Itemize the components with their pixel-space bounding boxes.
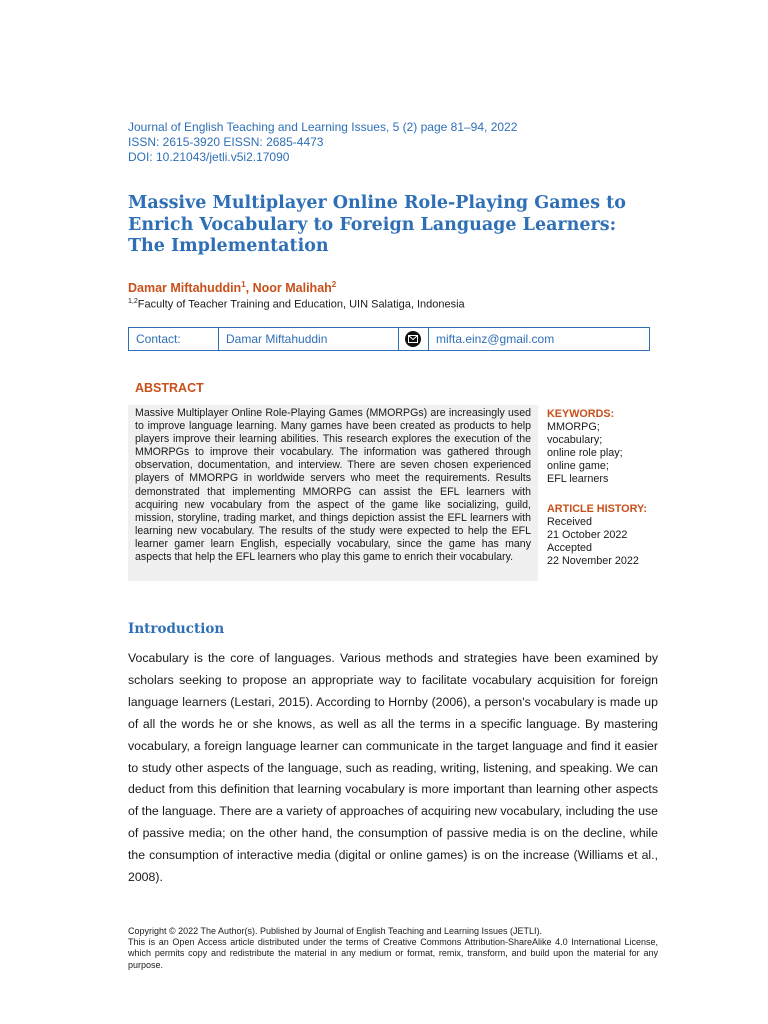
author-1-affil-mark: 1 [241,280,246,289]
affiliation [128,298,465,311]
journal-citation: Journal of English Teaching and Learning Issues, 5 (2) page 81–94, 2022 [128,120,518,134]
history-item: Received [547,516,593,528]
contact-box [128,327,650,351]
author-separator: , [245,281,253,296]
copyright-line: Copyright © 2022 The Author(s). Published by Journal of English Teaching and Learning Issues (JETLI). [128,926,543,936]
copyright-footer [128,926,658,971]
abstract-text: Massive Multiplayer Online Role-Playing Games (MMORPGs) are increasingly used to improve language learning. Many games have been created as products to help players improve their learning abilities. This research explores the execution of the MMORPGs to improve their vocabulary. The information was gathered through observation, documentation, and interview. There are seven chosen experienced players of MMORPG in worldwide servers who meet the requirements. Results demonstrated that implementing MMORPG can assist the EFL learners with acquiring new vocabulary from the aspect of the game like socializing, guild, mission, storyline, trading market, and things depiction assist the EFL learners with learning new vocabulary. The results of the study were expected to help the EFL learner gamer learn English, especially vocabulary, since the game has many aspects that help the EFL learners who play this game to enrich their vocabulary. [128,405,538,581]
contact-icon-cell [399,328,429,350]
affiliation-text: Faculty of Teacher Training and Education, UIN Salatiga, Indonesia [137,298,465,311]
journal-doi: DOI: 10.21043/jetli.v5i2.17090 [128,150,290,164]
author-list [128,280,336,295]
contact-name: Damar Miftahuddin [219,328,399,350]
abstract-heading: ABSTRACT [135,381,204,395]
keyword-item: EFL learners [547,473,609,485]
history-item: Accepted [547,542,593,554]
history-item: 21 October 2022 [547,529,628,541]
contact-label: Contact: [129,328,219,350]
article-title: Massive Multiplayer Online Role-Playing Games to Enrich Vocabulary to Foreign Language Learners: The Implementation [128,193,626,256]
journal-info [128,120,517,165]
license-text: This is an Open Access article distributed under the terms of Creative Commons Attribution-ShareAlike 4.0 International License, which permits copy and redistribute the material in any medium or format, remix, transform, and build upon the material for any purpose. [128,937,658,970]
keywords-heading: KEYWORDS: [547,408,615,420]
keyword-item: vocabulary; [547,434,603,446]
contact-email[interactable]: mifta.einz@gmail.com [436,332,555,346]
keyword-item: MMORPG; [547,421,600,433]
history-heading: ARTICLE HISTORY: [547,503,647,515]
author-1: Damar Miftahuddin [128,281,242,296]
keyword-item: online role play; [547,447,623,459]
section-heading-introduction: Introduction [128,621,225,637]
history-item: 22 November 2022 [547,555,639,567]
keywords-block [547,408,657,486]
article-history-block [547,503,657,568]
keyword-item: online game; [547,460,609,472]
author-2: Noor Malihah [252,281,332,296]
author-2-affil-mark: 2 [331,280,337,289]
introduction-paragraph: Vocabulary is the core of languages. Various methods and strategies have been examined by scholars seeking to propose an appropriate way to facilitate vocabulary acquisition for foreign language learners (Lestari, 2015). According to Hornby (2006), a person's vocabulary is made up of all the words he or she knows, as well as all the terms in a specific language. By mastering vocabulary, a foreign language learner can communicate in the target language and find it easier to study other aspects of the language, such as reading, writing, listening, and speaking. We can deduct from this definition that learning vocabulary is more important than learning other aspects of the language. There are a variety of approaches of acquiring new vocabulary, including the use of passive media; on the other hand, the consumption of passive media is on the decline, while the consumption of interactive media (digital or online games) is on the increase (Williams et al., 2008). [128,651,659,885]
journal-issn: ISSN: 2615-3920 EISSN: 2685-4473 [128,135,324,149]
affiliation-mark: 1,2 [128,298,138,305]
envelope-icon [405,331,421,347]
